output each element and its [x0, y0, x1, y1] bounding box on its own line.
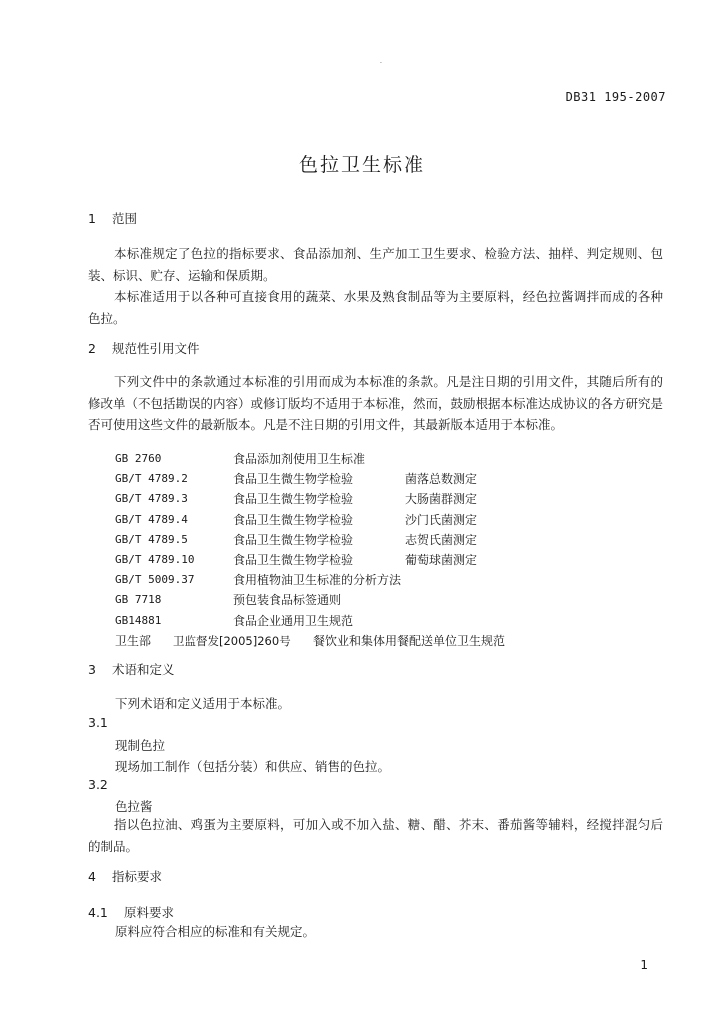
reference-code: GB/T 4789.2	[115, 472, 188, 486]
reference-code: GB/T 5009.37	[115, 573, 195, 587]
reference-subtitle: 菌落总数测定	[405, 472, 478, 487]
reference-subtitle: 沙门氏菌测定	[405, 512, 478, 527]
section-title: 规范性引用文件	[112, 341, 200, 356]
reference-title: 食品卫生微生物学检验	[233, 492, 354, 507]
paragraph: 下列文件中的条款通过本标准的引用而成为本标准的条款。凡是注日期的引用文件，其随后所有的修改单（不包括勘误的内容）或修订版均不适用于本标准，然而，鼓励根据本标准达成协议的各方研究是否可使用这些文件的最新版本。凡是不注日期的引用文件，其最新版本适用于本标准。	[88, 374, 664, 432]
reference-subtitle: 志贺氏菌测定	[405, 532, 478, 547]
term-number: 3.1	[88, 715, 108, 730]
term-name: 色拉酱	[115, 799, 153, 814]
reference-issuer: 卫生部	[115, 633, 152, 648]
reference-title: 食品企业通用卫生规范	[233, 613, 354, 628]
reference-doc-number: 卫监督发[2005]260号	[173, 633, 291, 648]
reference-code: GB/T 4789.3	[115, 492, 188, 506]
paragraph: 本标准规定了色拉的指标要求、食品添加剂、生产加工卫生要求、检验方法、抽样、判定规则、包装、标识、贮存、运输和保质期。	[88, 246, 663, 283]
reference-list	[115, 449, 505, 651]
reference-title: 食用植物油卫生标准的分析方法	[233, 573, 402, 588]
reference-item-special	[115, 631, 505, 651]
reference-title: 食品卫生微生物学检验	[233, 532, 354, 547]
reference-code: GB/T 4789.4	[115, 512, 188, 526]
section-2-body	[88, 371, 663, 436]
reference-title: 食品卫生微生物学检验	[233, 472, 354, 487]
section-title: 指标要求	[112, 869, 163, 884]
paragraph: 本标准适用于以各种可直接食用的蔬菜、水果及熟食制品等为主要原料，经色拉酱调拌而成的各种色拉。	[88, 289, 663, 326]
reference-item	[115, 570, 505, 590]
reference-item	[115, 550, 505, 570]
section-1-body	[88, 243, 663, 329]
reference-item	[115, 449, 505, 469]
standard-code: DB31 195-2007	[565, 90, 666, 104]
section-number: 1	[88, 211, 96, 226]
reference-item	[115, 590, 505, 610]
term-number: 3.2	[88, 777, 108, 792]
reference-code: GB 2760	[115, 452, 162, 465]
reference-subtitle: 葡萄球菌测定	[405, 553, 478, 568]
reference-code: GB14881	[115, 613, 162, 627]
reference-code: GB/T 4789.5	[115, 532, 188, 546]
section-2-heading	[88, 338, 663, 360]
section-title: 术语和定义	[112, 662, 175, 677]
document-title: 色拉卫生标准	[298, 154, 425, 176]
reference-title: 餐饮业和集体用餐配送单位卫生规范	[313, 633, 506, 648]
reference-code: GB/T 4789.10	[115, 553, 195, 567]
section-number: 3	[88, 662, 96, 677]
reference-item	[115, 469, 505, 489]
reference-code: GB 7718	[115, 593, 162, 607]
term-definition-block	[88, 814, 663, 857]
section-title: 范围	[112, 211, 138, 226]
subsection-title: 原料要求	[124, 905, 175, 920]
reference-title: 食品卫生微生物学检验	[233, 553, 354, 568]
reference-item	[115, 611, 505, 631]
reference-item	[115, 510, 505, 530]
section-number: 4	[88, 869, 96, 884]
reference-item	[115, 489, 505, 509]
scan-speck: ·	[380, 60, 382, 67]
subsection-text: 原料应符合相应的标准和有关规定。	[115, 924, 316, 939]
reference-title: 预包装食品标签通则	[233, 593, 342, 608]
reference-title: 食品卫生微生物学检验	[233, 512, 354, 527]
subsection-4-1-heading	[88, 902, 663, 924]
term-definition: 现场加工制作（包括分装）和供应、销售的色拉。	[115, 759, 391, 774]
term-name: 现制色拉	[115, 738, 166, 753]
reference-item	[115, 530, 505, 550]
page-number: 1	[640, 958, 648, 972]
term-definition: 指以色拉油、鸡蛋为主要原料，可加入或不加入盐、糖、醋、芥末、番茄酱等辅料，经搅拌混匀后的制品。	[88, 817, 663, 854]
reference-title: 食品添加剂使用卫生标准	[233, 452, 366, 466]
section-1-heading	[88, 208, 663, 230]
section-4-heading	[88, 866, 663, 888]
subsection-number: 4.1	[88, 905, 108, 920]
section-number: 2	[88, 341, 96, 356]
section-3-heading	[88, 659, 663, 681]
definitions-intro: 下列术语和定义适用于本标准。	[115, 696, 291, 711]
reference-subtitle: 大肠菌群测定	[405, 492, 478, 507]
